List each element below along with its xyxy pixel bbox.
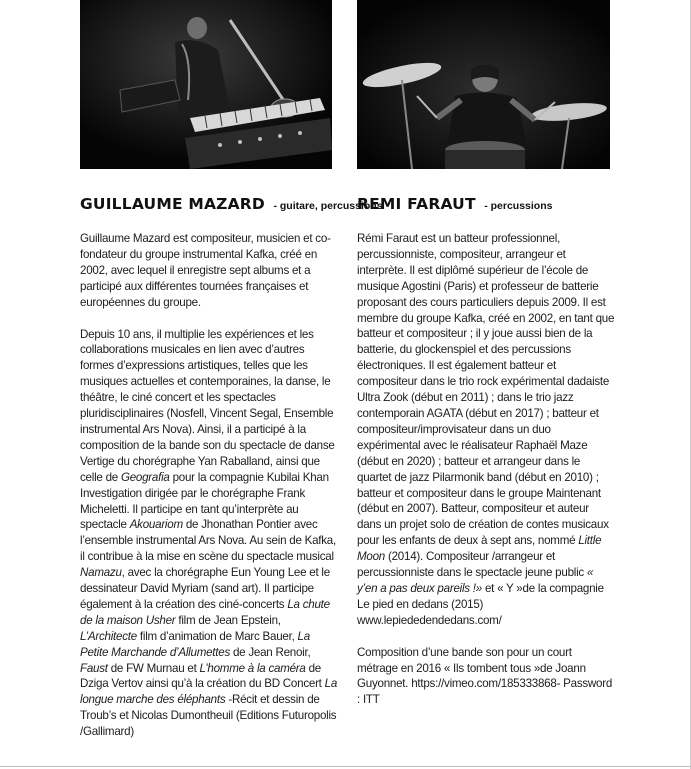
italic-title: Geografia [120, 470, 170, 484]
text-run: pour la compagnie Kubilai Khan Investigation dirigée par le chorégraphe Frank Micheletti. Il participe en tant qu’interprète au spectacle [80, 470, 329, 532]
text-run: et « Y »de la compagnie Le pied en dedans (2015) www.lepiededendedans.com/ [357, 581, 604, 627]
italic-title: Little Moon [357, 534, 602, 564]
photo-illustration [357, 0, 610, 169]
musician-heading [80, 195, 383, 215]
italic-title: L’homme à la caméra [199, 661, 306, 675]
musician-role: - percussions [484, 200, 553, 212]
italic-title: Namazu [80, 566, 122, 580]
photo-illustration [80, 0, 332, 169]
musician-left [80, 0, 383, 740]
text-run: Rémi Faraut est un batteur professionnel, percussionniste, compositeur, arrangeur et interprète. Il est diplômé supérieur de l’école de musique Agostini (Paris) et professeur de batterie proposant des cours particuliers depuis 2009. Il est membre du groupe Kafka, créé en 2002, en tant que batteur et compositeur ; il y joue aussi bien de la batterie, du glockenspiel et des percussions électroniques. Il est également batteur et compositeur dans le trio rock expérimental dadaiste Ultra Zook (début en 2011) ; dans le trio jazz contemporain AGATA (début en 2017) ; batteur et compositeur/improvisateur dans un duo expérimental avec le réalisateur Raphaël Maze (début en 2020) ; batteur et arrangeur dans le quartet de jazz Pilarmonik band (début en 2010) ; batteur et compositeur dans le groupe Maintenant (début en 2007). Batteur, compositeur et auteur dans un projet solo de création de contes musicaux pour les enfants de deux à sept ans, nommé [357, 232, 615, 548]
italic-title: Faust [80, 661, 108, 675]
page-divider [0, 766, 691, 767]
text-run: (2014). Compositeur /arrangeur et percussionniste dans le spectacle jeune public [357, 550, 587, 580]
italic-title: « y’en a pas deux pareils !» [357, 566, 594, 595]
text-run: , avec la chorégraphe Eun Young Lee et le dessinateur David Myriam (sand art). Il participe également à la création des ciné-concerts [80, 566, 330, 611]
italic-title: La chute de la maison Usher [80, 597, 330, 627]
italic-title: L’Architecte [80, 629, 137, 643]
musician-heading [357, 195, 615, 215]
drummer-photo [357, 0, 610, 169]
text-run: de Jean Renoir, [230, 645, 311, 659]
text-run: de FW Murnau et [107, 661, 200, 675]
musician-bio [80, 231, 338, 740]
musician-guitar-keyboard-photo [80, 0, 332, 169]
musician-name: GUILLAUME MAZARD [80, 195, 265, 213]
musician-name: REMI FARAUT [357, 195, 476, 213]
bio-paragraph: Guillaume Mazard est compositeur, musicien et co-fondateur du groupe instrumental Kafka, créé en 2002, avec lequel il enregistre sept albums et a participé aux différentes tournées françaises et européennes du groupe. [80, 232, 331, 309]
bio-paragraph: Composition d’une bande son pour un court métrage en 2016 « Ils tombent tous »de Joann Guyonnet. https://vimeo.com/185333868- Password : ITT [357, 645, 613, 707]
text-run: -Récit et dessin de Troub’s et Nicolas Dumontheuil (Editions Futuropolis /Gallimard) [80, 693, 337, 739]
musician-role: - guitare, percussions [273, 200, 383, 212]
musician-bio [357, 231, 615, 708]
text-run: de Dziga Vertov ainsi qu’à la création du BD Concert [80, 661, 325, 691]
bio-paragraph [80, 327, 338, 741]
italic-title: La Petite Marchande d’Allumettes [80, 629, 310, 659]
musician-right [357, 0, 615, 708]
italic-title: La longue marche des éléphants [80, 677, 338, 707]
text-run: Depuis 10 ans, il multiplie les expériences et les collaborations musicales en lien avec d’autres formes d’expressions artistiques, telles que les musiques actuelles et contemporaines, la danse, le théâtre, le ciné concert et les spectacles pluridisciplinaires (Nosfell, Vincent Segal, Ensemble instrumental Ars Nova). Ainsi, il a participé à la composition de la bande son du spectacle de danse Vertige du chorégraphe Yan Raballand, ainsi que celle de [80, 327, 335, 484]
bio-paragraph [357, 231, 615, 629]
text-run: de Jhonathan Pontier avec l’ensemble instrumental Ars Nova. Au sein de Kafka, il contribue à la mise en scène du spectacle musical [80, 518, 336, 564]
italic-title: Akouariom [129, 518, 183, 532]
text-run: film de Jean Epstein, [175, 613, 281, 627]
text-run: film d’animation de Marc Bauer, [136, 629, 298, 643]
